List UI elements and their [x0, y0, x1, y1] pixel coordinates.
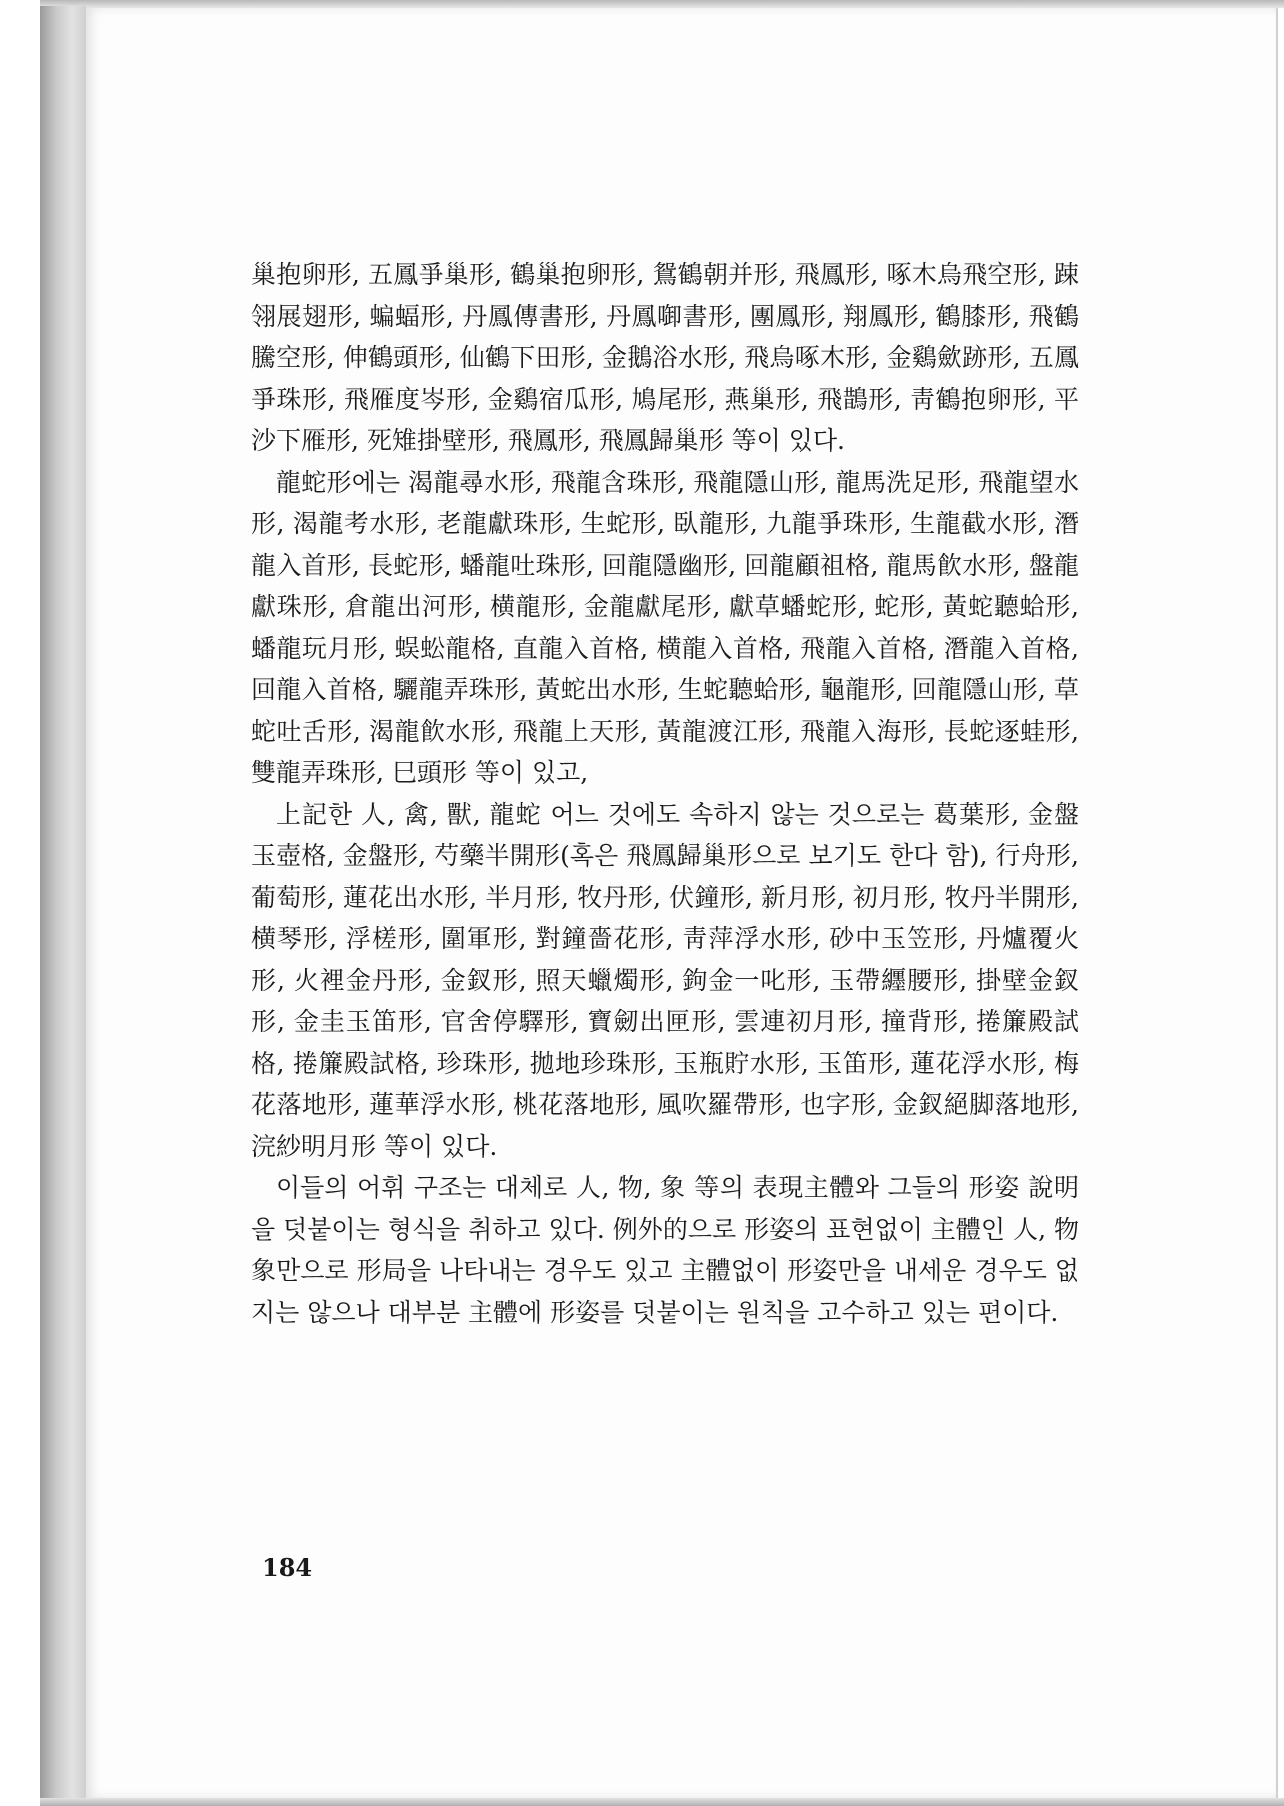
body-text — [251, 254, 1079, 1333]
paragraph-other-forms: 上記한 人, 禽, 獸, 龍蛇 어느 것에도 속하지 않는 것으로는 葛葉形, 金盤玉壺格, 金盤形, 芍藥半開形(혹은 飛鳳歸巢形으로 보기도 한다 함), 行舟形, 葡萄形, 蓮花出水形, 半月形, 牧丹形, 伏鐘形, 新月形, 初月形, 牧丹半開形, 横琴形, 浮槎形, 圍軍形, 對鐘嗇花形, 靑萍浮水形, 砂中玉笠形, 丹爐覆火形, 火裡金丹形, 金釵形, 照天蠟燭形, 鉤金一叱形, 玉帶纒腰形, 掛壁金釵形, 金圭玉笛形, 官舍停驛形, 寶劒出匣形, 雲連初月形, 撞背形, 捲簾殿試格, 捲簾殿試格, 珍珠形, 拋地珍珠形, 玉瓶貯水形, 玉笛形, 蓮花浮水形, 梅花落地形, 蓮華浮水形, 桃花落地形, 風吹羅帶形, 也字形, 金釵絕脚落地形, 浣紗明月形 等이 있다. — [251, 799, 1079, 1161]
book-spine — [40, 6, 86, 1800]
book-page — [86, 8, 1278, 1798]
paragraph-vocabulary-structure: 이들의 어휘 구조는 대체로 人, 物, 象 等의 表現主體와 그들의 形姿 說明을 덧붙이는 형식을 취하고 있다. 例外的으로 形姿의 표현없이 主體인 人, 物象만으로 形局을 나타내는 경우도 있고 主體없이 形姿만을 내세운 경우도 없지는 않으나 대부분 主體에 形姿를 덧붙이는 원칙을 고수하고 있는 편이다. — [251, 1173, 1079, 1327]
book-top-edge — [40, 0, 1284, 8]
book-bottom-edge — [40, 1798, 1284, 1806]
paragraph-dragon-snake-forms: 龍蛇形에는 渴龍尋水形, 飛龍含珠形, 飛龍隱山形, 龍馬洗足形, 飛龍望水形, 渴龍考水形, 老龍獻珠形, 生蛇形, 臥龍形, 九龍爭珠形, 生龍截水形, 潛龍入首形, 長蛇形, 蟠龍吐珠形, 回龍隱幽形, 回龍顧祖格, 龍馬飮水形, 盤龍獻珠形, 倉龍出河形, 横龍形, 金龍獻尾形, 獻草蟠蛇形, 蛇形, 黃蛇聽蛤形, 蟠龍玩月形, 蜈蚣龍格, 直龍入首格, 横龍入首格, 飛龍入首格, 潛龍入首格, 回龍入首格, 驪龍弄珠形, 黃蛇出水形, 生蛇聽蛤形, 龜龍形, 回龍隱山形, 草蛇吐舌形, 渴龍飮水形, 飛龍上天形, 黃龍渡江形, 飛龍入海形, 長蛇逐蛙形, 雙龍弄珠形, 巳頭形 等이 있고, — [251, 467, 1079, 787]
paragraph-bird-forms: 巢抱卵形, 五鳳爭巢形, 鶴巢抱卵形, 鴛鶴朝并形, 飛鳳形, 啄木烏飛空形, 踈翎展翅形, 蝙蝠形, 丹鳳傳書形, 丹鳳啣書形, 團鳳形, 翔鳳形, 鶴膝形, 飛鶴騰空形, 伸鶴頭形, 仙鶴下田形, 金鵝浴水形, 飛烏啄木形, 金鷄歛跡形, 五鳳爭珠形, 飛雁度岑形, 金鷄宿瓜形, 鳩尾形, 燕巢形, 飛鵲形, 靑鶴抱卵形, 平沙下雁形, 死雉掛壁形, 飛鳳形, 飛鳳歸巢形 等이 있다. — [251, 260, 1079, 455]
page-number: 184 — [262, 1553, 313, 1582]
